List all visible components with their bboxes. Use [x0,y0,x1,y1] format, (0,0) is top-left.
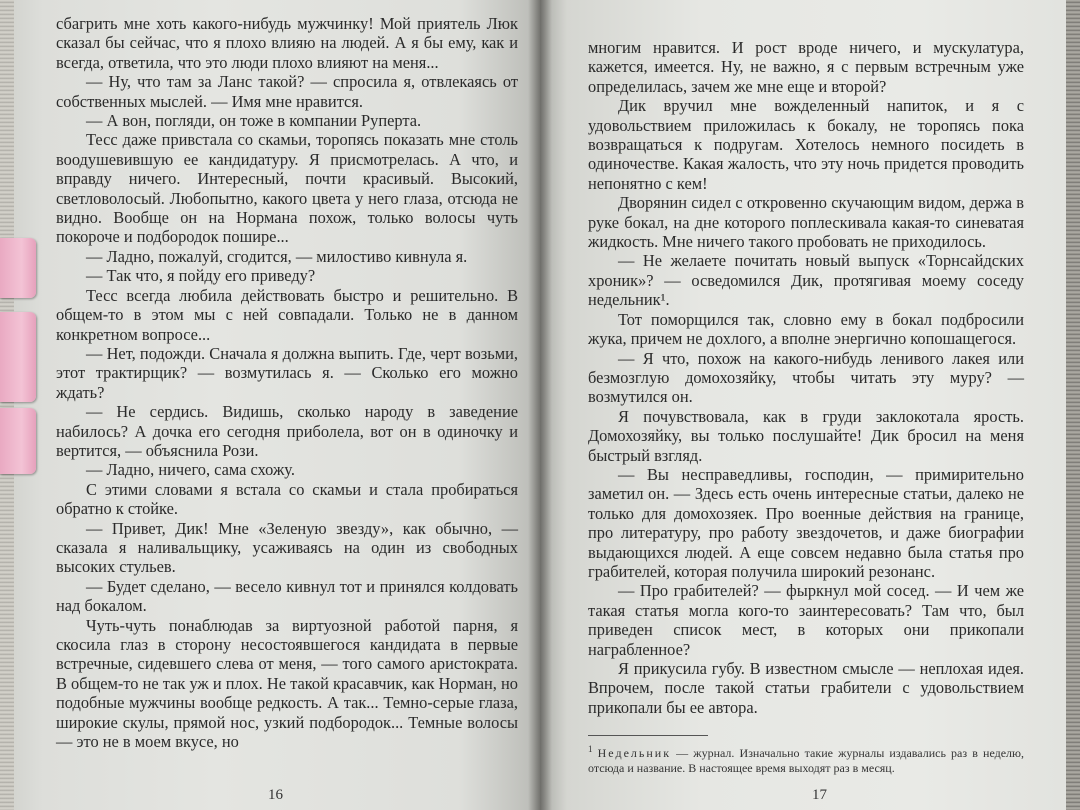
footnote [588,742,1024,776]
paragraph: — Ну, что там за Ланс такой? — спросила я, отвлекаясь от собственных мыслей. — Имя мне нравится. [56,72,518,111]
paragraph: — Вы несправедливы, господин, — примирительно заметил он. — Здесь есть очень интересные статьи, далеко не только для домохозяек. Про военные действия на границе, про литературу, про работу звездочетов, и даже биографии выдающихся людей. А еще совсем недавно была статья про грабителей, которая получила широкий резонанс. [588,464,1024,581]
paragraph: Чуть-чуть понаблюдав за виртуозной работой парня, я скосила глаз в сторону несостоявшегося кандидата в первые встречные, сидевшего слева от меня, — того самого аристократа. В общем-то не так уж и плох. Не такой красавчик, как Норман, но подобные мужчины вообще редкость. А так... Темно-серые глаза, широкие скулы, прямой нос, узкий подбородок... Темные волосы — это не в моем вкусе, но [56,615,518,752]
paragraph: Тот поморщился так, словно ему в бокал подбросили жука, причем не дохлого, а вполне энергично копошащегося. [588,309,1024,349]
paragraph: — Не желаете почитать новый выпуск «Торнсайдских хроник»? — осведомился Дик, протягивая моему соседу недельник¹. [588,251,1024,310]
paragraph: — Ладно, ничего, сама схожу. [86,460,295,480]
bookmark-tab [0,238,36,298]
paragraph: Я почувствовала, как в груди заклокотала ярость. Домохозяйку, вы только послушайте! Дик бросил на меня быстрый взгляд. [588,406,1024,465]
paragraph: — Привет, Дик! Мне «Зеленую звезду», как обычно, — сказала я наливальщику, усаживаясь на один из свободных высоких стульев. [56,518,518,577]
paragraph: сбагрить мне хоть какого-нибудь мужчинку! Мой приятель Люк сказал бы сейчас, что я плохо влияю на людей. А я бы ему, как и всегда, ответила, что это люди плохо влияют на меня... [56,14,518,72]
page-edge [1066,0,1080,810]
book-gutter [528,0,552,810]
bookmark-tab [0,408,36,474]
paragraph: Дворянин сидел с откровенно скучающим видом, держа в руке бокал, на дне которого поплескивала какая-то синеватая жидкость. Мне ничего такого пробовать не приходилось. [588,193,1024,252]
page-number-left: 16 [268,787,283,803]
footnote-divider [588,735,708,736]
footnote-term: Недельник [597,746,672,761]
paragraph: — Будет сделано, — весело кивнул тот и принялся колдовать над бокалом. [56,576,518,616]
page-number-right: 17 [812,787,827,803]
bookmark-tab [0,312,36,402]
paragraph: Я прикусила губу. В известном смысле — неплохая идея. Впрочем, после такой статьи грабители с удовольствием прикопали бы ее автора. [588,659,1024,717]
right-page [540,0,1080,810]
paragraph: — А вон, погляди, он тоже в компании Руперта. [86,111,422,131]
right-page-text [588,38,1024,717]
paragraph: Тесс даже привстала со скамьи, торопясь показать мне столь воодушевившую ее кандидатуру. Я присмотрелась. А что, и вправду ничего. Интересный, почти красивый. Высокий, светловолосый. Любопытно, какого цвета у него глаза, отсюда не видно. Вообще он на Нормана похож, только волосы чуть покороче и подбородок пошире... [56,130,518,247]
paragraph: Тесс всегда любила действовать быстро и решительно. В общем-то в этом мы с ней совпадали. Только не в данном конкретном вопросе... [56,285,518,344]
paragraph: — Не сердись. Видишь, сколько народу в заведение набилось? А дочка его сегодня приболела, вот он в одиночку и вертится, — объяснила Рози. [56,402,518,460]
footnote-text: — журнал. Изначально такие журналы издавались раз в неделю, отсюда и название. В настоящее время выходят раз в месяц. [588,746,1024,776]
page-edge [0,0,14,810]
paragraph: — Так что, я пойду его приведу? [86,266,316,286]
paragraph: Дик вручил мне вожделенный напиток, и я с удовольствием приложилась к бокалу, не торопясь пока возвращаться к подругам. Хотелось немного посидеть в одиночестве. Какая жалость, что эту ночь придется проводить непонятно с кем! [588,96,1024,193]
footnote-mark: 1 [588,744,593,755]
paragraph: — Я что, похож на какого-нибудь ленивого лакея или безмозглую домохозяйку, чтобы читать эту муру? — возмутился он. [588,348,1024,407]
left-page-text [56,14,518,751]
paragraph: — Про грабителей? — фыркнул мой сосед. — И чем же такая статья могла кого-то заинтересовать? Там что, был приведен список мест, в которых они прикопали награбленное? [588,581,1024,659]
paragraph: С этими словами я встала со скамьи и стала пробираться обратно к стойке. [56,479,518,519]
paragraph: — Нет, подожди. Сначала я должна выпить. Где, черт возьми, этот трактирщик? — возмутилась я. — Сколько его можно ждать? [56,343,518,402]
paragraph: — Ладно, пожалуй, сгодится, — милостиво кивнула я. [86,246,468,266]
paragraph: многим нравится. И рост вроде ничего, и мускулатура, кажется, имеется. Ну, не важно, я с первым встречным уже определилась, зачем же мне еще и второй? [588,38,1024,96]
